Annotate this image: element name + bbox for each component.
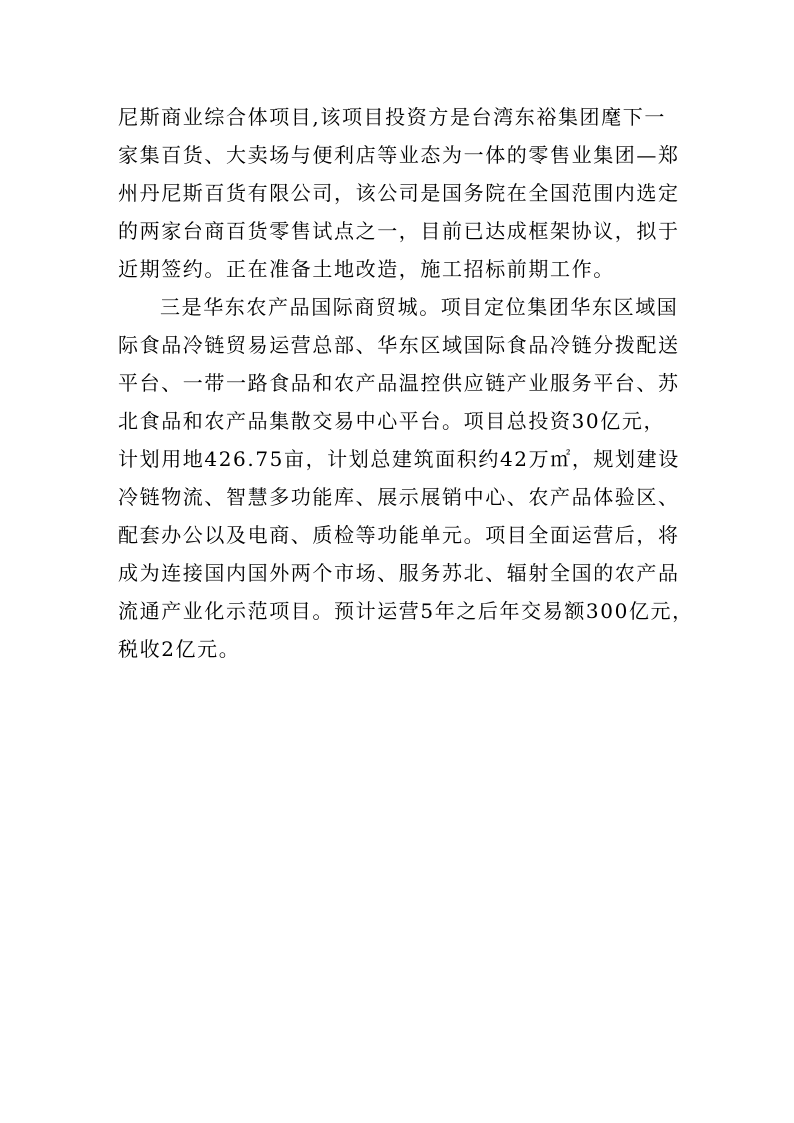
text-line: 成为连接国内国外两个市场、服务苏北、辐射全国的农产品	[118, 561, 680, 585]
text-line: 州丹尼斯百货有限公司，该公司是国务院在全国范围内选定	[118, 181, 680, 205]
text-line-indented: 三是华东农产品国际商贸城。项目定位集团华东区域国	[160, 295, 679, 319]
text-line: 税收2亿元。	[118, 637, 241, 661]
text-line: 冷链物流、智慧多功能库、展示展销中心、农产品体验区、	[118, 485, 680, 509]
text-line: 计划用地426.75亩，计划总建筑面积约42万㎡，规划建设	[118, 447, 680, 471]
document-body	[118, 98, 694, 668]
text-line: 平台、一带一路食品和农产品温控供应链产业服务平台、苏	[118, 371, 680, 395]
paragraph-project-dennis	[118, 98, 688, 288]
text-line: 的两家台商百货零售试点之一，目前已达成框架协议，拟于	[118, 219, 680, 243]
text-line: 尼斯商业综合体项目,该项目投资方是台湾东裕集团麾下一	[118, 105, 666, 129]
paragraph-east-china-agri-trade-city	[118, 288, 694, 668]
text-line: 北食品和农产品集散交易中心平台。项目总投资30亿元，	[118, 409, 666, 433]
text-line: 近期签约。正在准备土地改造，施工招标前期工作。	[118, 257, 615, 281]
text-line: 际食品冷链贸易运营总部、华东区域国际食品冷链分拨配送	[118, 333, 680, 357]
text-line: 家集百货、大卖场与便利店等业态为一体的零售业集团—郑	[118, 143, 680, 167]
text-line: 流通产业化示范项目。预计运营5年之后年交易额300亿元，	[118, 599, 694, 623]
text-line: 配套办公以及电商、质检等功能单元。项目全面运营后，将	[118, 523, 680, 547]
